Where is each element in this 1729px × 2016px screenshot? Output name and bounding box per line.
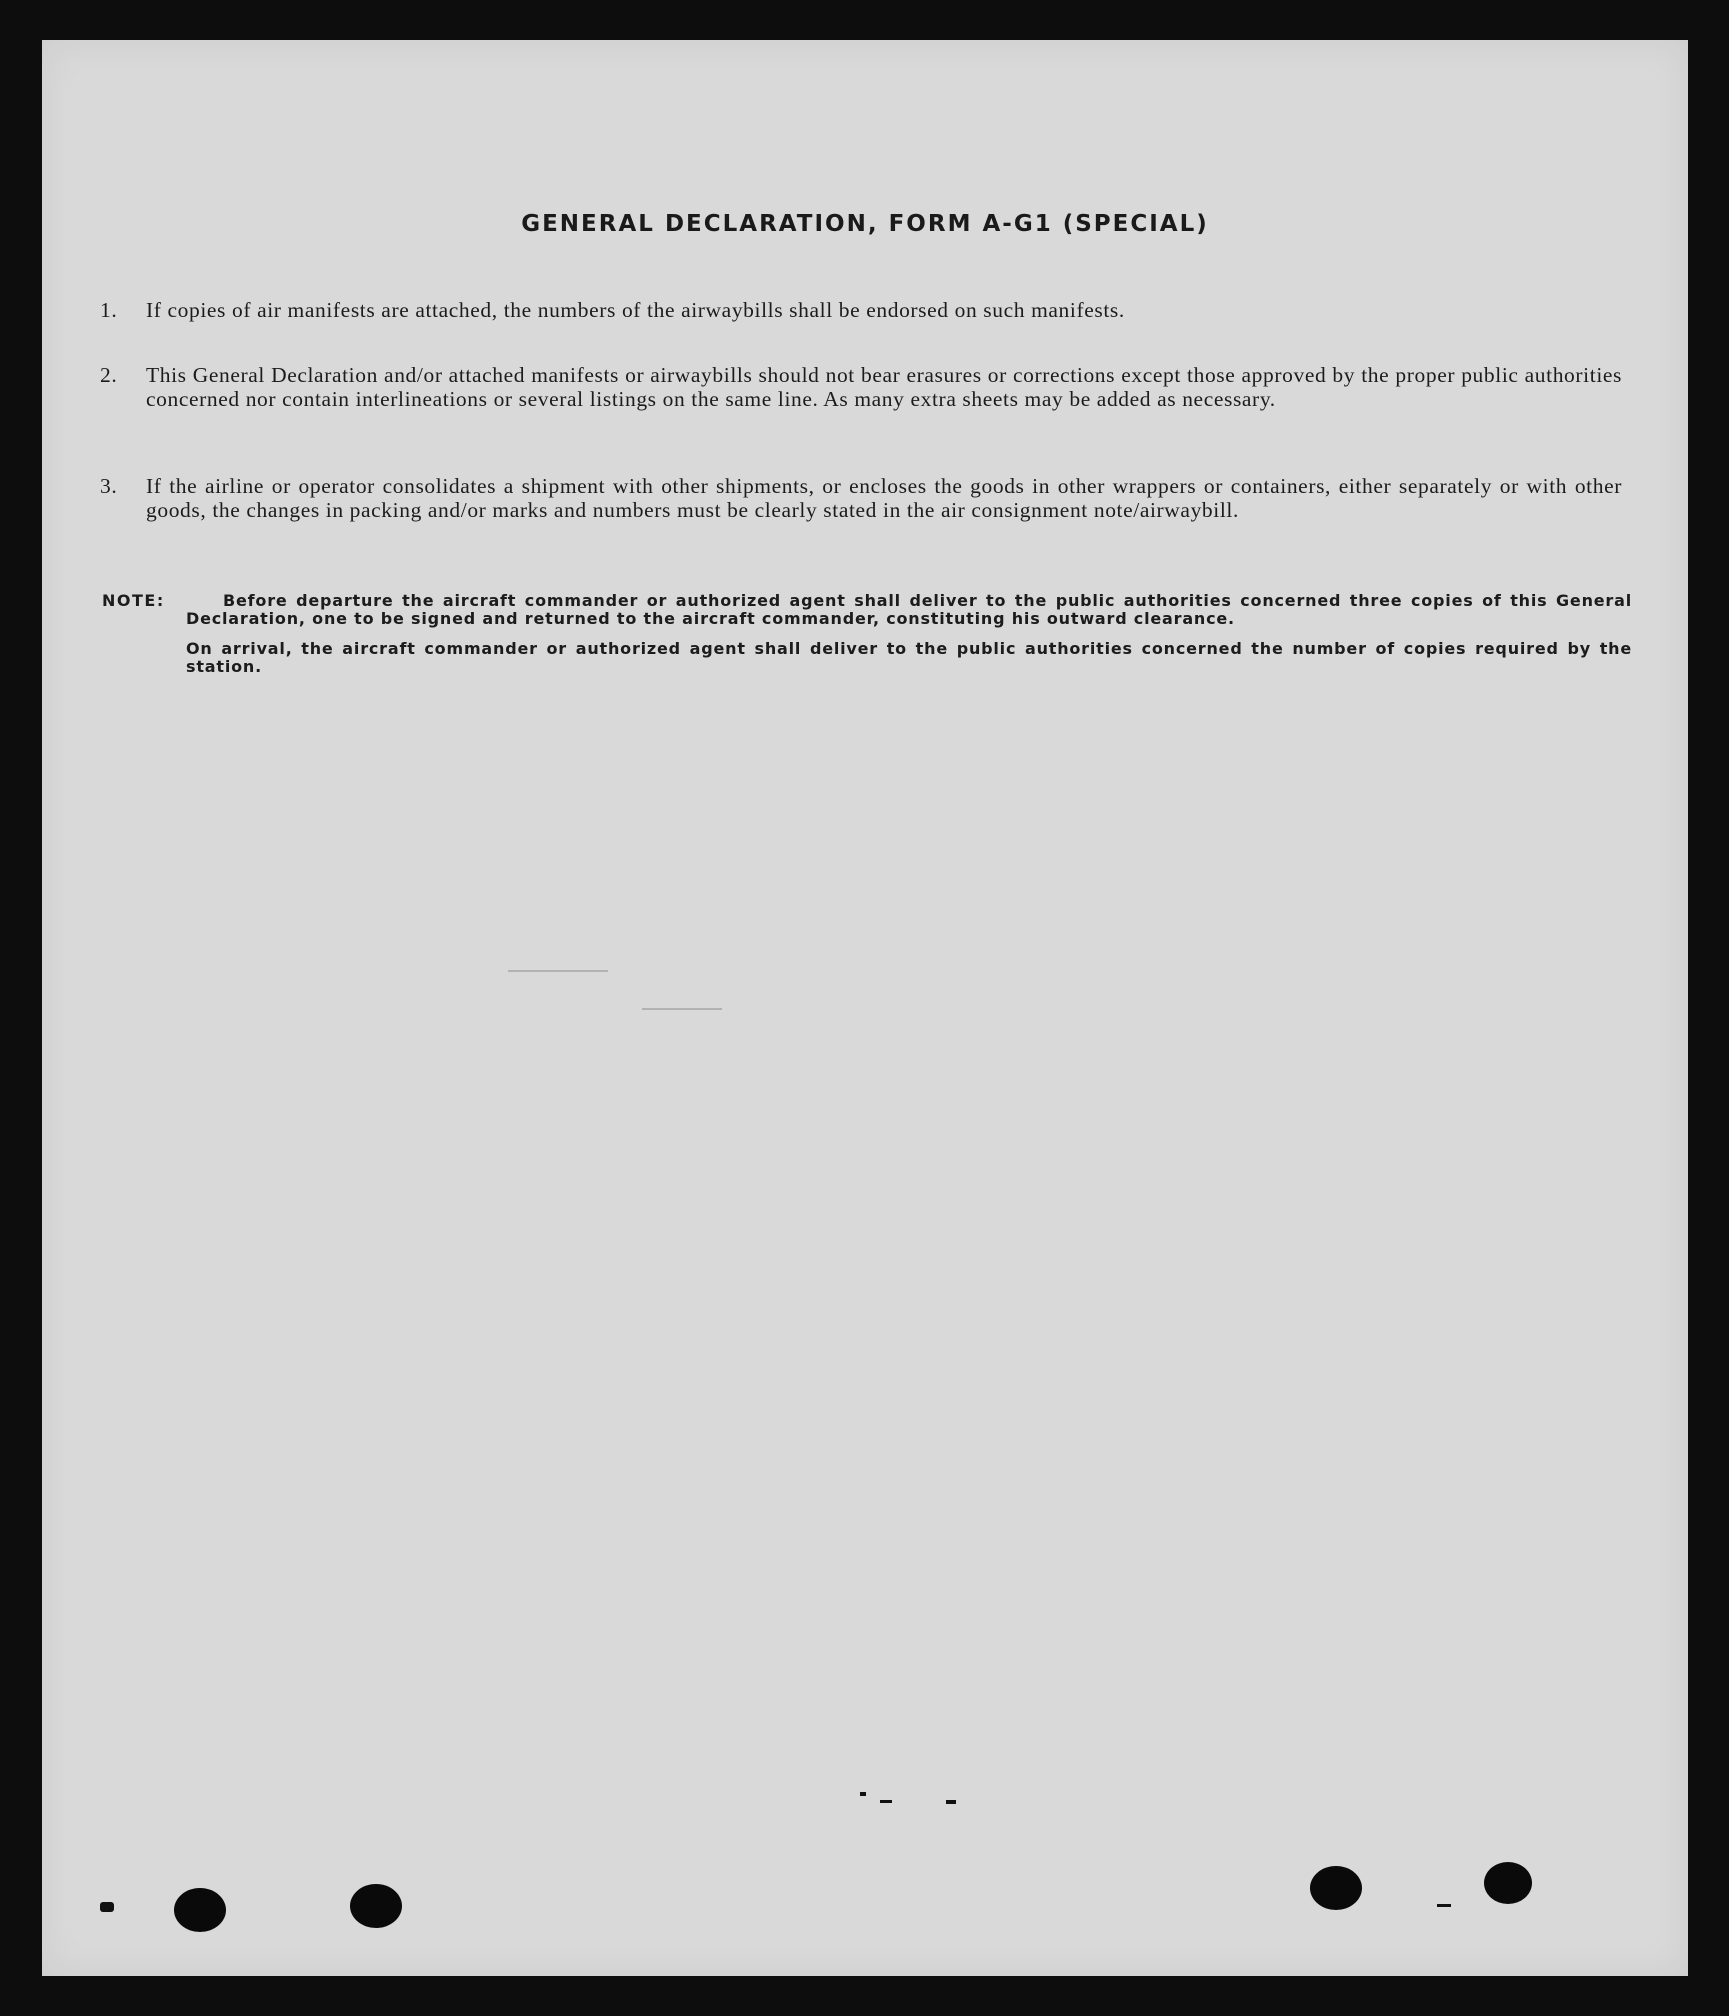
punch-hole [1310, 1866, 1362, 1910]
item-number: 3. [100, 474, 118, 498]
instruction-item [100, 474, 1622, 522]
item-text: This General Declaration and/or attached manifests or airwaybills should not bear erasures or corrections except those approved by the proper public authorities concerned nor contain interlineations or several listings on the same line. As many extra sheets may be added as necessary. [146, 363, 1622, 411]
note-paragraph-departure: Before departure the aircraft commander or authorized agent shall deliver to the public authorities concerned three copies of this General Declaration, one to be signed and returned to the aircraft commander, constituting his outward clearance. [186, 591, 1632, 628]
form-title: GENERAL DECLARATION, FORM A-G1 (SPECIAL) [521, 211, 1209, 237]
item-number: 1. [100, 298, 118, 322]
item-text: If the airline or operator consolidates a shipment with other shipments, or encloses the goods in other wrappers or containers, either separately or with other goods, the changes in packing and/or marks and numbers must be clearly stated in the air consignment note/airwaybill. [146, 474, 1622, 522]
ink-speck [1437, 1904, 1451, 1907]
ink-speck [880, 1800, 892, 1803]
faint-smudge [508, 970, 608, 972]
faint-smudge [642, 1008, 722, 1010]
item-number: 2. [100, 363, 118, 387]
form-sheet [42, 40, 1688, 1976]
ink-speck [100, 1902, 114, 1912]
note-paragraph-arrival: On arrival, the aircraft commander or authorized agent shall deliver to the public authorities concerned the number of copies required by the station. [186, 639, 1632, 676]
note-block [102, 592, 1632, 676]
note-label: NOTE: [102, 591, 165, 610]
instruction-item [100, 363, 1622, 411]
ink-speck [860, 1792, 866, 1796]
instruction-item [100, 298, 1622, 322]
item-text: If copies of air manifests are attached, the numbers of the airwaybills shall be endorsed on such manifests. [146, 298, 1125, 322]
punch-hole [1484, 1862, 1532, 1904]
punch-hole [350, 1884, 402, 1928]
ink-speck [946, 1800, 956, 1804]
punch-hole [174, 1888, 226, 1932]
